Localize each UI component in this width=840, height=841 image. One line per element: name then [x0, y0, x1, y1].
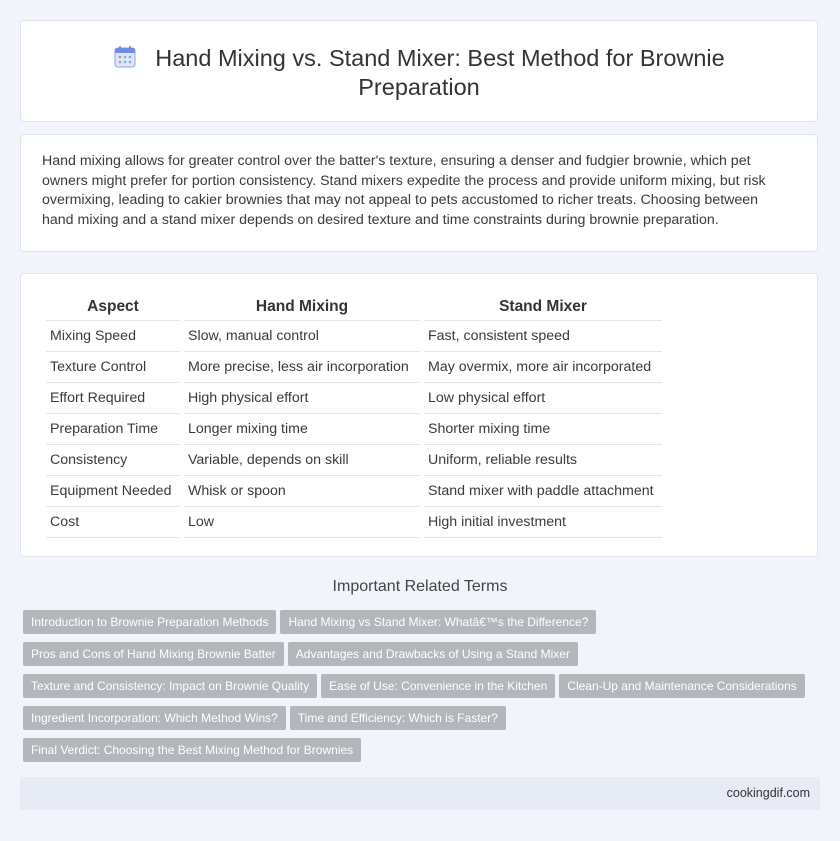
table-cell: Cost — [46, 507, 180, 538]
intro-paragraph: Hand mixing allows for greater control over the batter's texture, ensuring a denser and fudgier brownie, which pet owners might prefer for portion consistency. Stand mixers expedite the process and provide uniform mixing, but risk overmixing, leading to cakier brownies that may not appeal to pets accustomed to richer treats. Choosing between hand mixing and a stand mixer depends on desired texture and time constraints during brownie preparation. — [42, 153, 766, 228]
table-row — [46, 476, 662, 507]
footer-site-link[interactable]: cookingdif.com — [726, 786, 810, 800]
table-cell: Effort Required — [46, 383, 180, 414]
table-cell: Fast, consistent speed — [424, 321, 662, 352]
table-header-row — [46, 294, 662, 321]
table-row — [46, 507, 662, 538]
title-text: Hand Mixing vs. Stand Mixer: Best Method for Brownie Preparation — [155, 45, 725, 100]
table-cell: Consistency — [46, 445, 180, 476]
table-cell: Texture Control — [46, 352, 180, 383]
table-cell: Uniform, reliable results — [424, 445, 662, 476]
comparison-card — [20, 273, 818, 557]
related-term-tag[interactable]: Time and Efficiency: Which is Faster? — [290, 706, 506, 730]
header-aspect: Aspect — [46, 294, 180, 321]
table-cell: Preparation Time — [46, 414, 180, 445]
related-term-tag[interactable]: Advantages and Drawbacks of Using a Stand Mixer — [288, 642, 578, 666]
title-card — [20, 20, 818, 122]
table-cell: Low — [184, 507, 420, 538]
table-row — [46, 414, 662, 445]
table-row — [46, 321, 662, 352]
table-cell: May overmix, more air incorporated — [424, 352, 662, 383]
related-term-tag[interactable]: Ingredient Incorporation: Which Method Wins? — [23, 706, 286, 730]
header-stand-mixer: Stand Mixer — [424, 294, 662, 321]
table-cell: Shorter mixing time — [424, 414, 662, 445]
related-term-tag[interactable]: Texture and Consistency: Impact on Brownie Quality — [23, 674, 317, 698]
calendar-icon — [113, 45, 137, 69]
table-row — [46, 352, 662, 383]
header-hand-mixing: Hand Mixing — [184, 294, 420, 321]
related-terms-list — [23, 610, 823, 770]
table-row — [46, 445, 662, 476]
table-cell: High initial investment — [424, 507, 662, 538]
table-cell: Whisk or spoon — [184, 476, 420, 507]
table-cell: Stand mixer with paddle attachment — [424, 476, 662, 507]
related-term-tag[interactable]: Introduction to Brownie Preparation Methods — [23, 610, 276, 634]
table-row — [46, 383, 662, 414]
comparison-table — [42, 294, 666, 538]
table-cell: Variable, depends on skill — [184, 445, 420, 476]
table-cell: Mixing Speed — [46, 321, 180, 352]
table-cell: Longer mixing time — [184, 414, 420, 445]
table-cell: Equipment Needed — [46, 476, 180, 507]
related-term-tag[interactable]: Hand Mixing vs Stand Mixer: Whatâ€™s the Difference? — [280, 610, 596, 634]
related-terms-heading: Important Related Terms — [332, 578, 508, 595]
related-term-tag[interactable]: Final Verdict: Choosing the Best Mixing Method for Brownies — [23, 738, 361, 762]
table-cell: More precise, less air incorporation — [184, 352, 420, 383]
related-term-tag[interactable]: Clean-Up and Maintenance Considerations — [559, 674, 804, 698]
table-cell: Slow, manual control — [184, 321, 420, 352]
related-term-tag[interactable]: Ease of Use: Convenience in the Kitchen — [321, 674, 555, 698]
intro-card — [20, 134, 818, 252]
table-cell: High physical effort — [184, 383, 420, 414]
footer-bar — [20, 777, 820, 810]
table-cell: Low physical effort — [424, 383, 662, 414]
related-term-tag[interactable]: Pros and Cons of Hand Mixing Brownie Batter — [23, 642, 284, 666]
page-title — [21, 44, 817, 102]
